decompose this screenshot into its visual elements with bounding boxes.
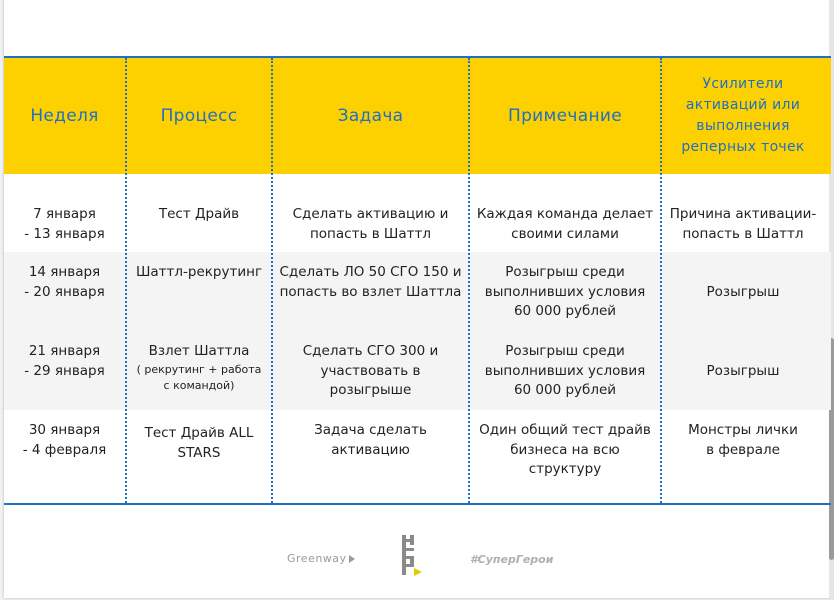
cell-task: Задача сделать активацию xyxy=(314,422,427,458)
triangle-icon xyxy=(349,555,355,563)
cell-note: Каждая команда делает своими силами xyxy=(476,206,654,242)
header-week: Неделя xyxy=(30,106,99,126)
heroes-logo xyxy=(400,534,422,576)
cell-booster: Монстры лички в феврале xyxy=(688,422,798,458)
header-process: Процесс xyxy=(160,106,238,126)
cell-booster: Розыгрыш xyxy=(706,363,780,379)
cell-week: 7 января - 13 января xyxy=(24,206,105,242)
cell-task: Сделать ЛО 50 СГО 150 и попасть во взлет Шаттла xyxy=(279,264,462,300)
cell-booster: Причина активации- попасть в Шаттл xyxy=(669,206,817,242)
cell-task: Сделать активацию и попасть в Шаттл xyxy=(292,206,449,242)
cell-week: 30 января - 4 февраля xyxy=(22,422,107,458)
cell-process: Тест Драйв ALL STARS xyxy=(144,425,254,461)
cell-note: Розыгрыш среди выполнивших условия 60 000 рублей xyxy=(484,343,646,398)
cell-week: 21 января - 29 января xyxy=(24,343,105,379)
greenway-logo: Greenway xyxy=(287,552,355,565)
cell-process: Взлет Шаттла ( рекрутинг + работа с командой) xyxy=(136,343,262,392)
header-note: Примечание xyxy=(508,106,622,126)
cell-booster: Розыгрыш xyxy=(706,284,780,300)
cell-task: Сделать СГО 300 и участвовать в розыгрыше xyxy=(302,343,439,398)
cell-process: Шаттл-рекрутинг xyxy=(135,264,263,280)
cell-note: Розыгрыш среди выполнивших условия 60 000 рублей xyxy=(484,264,646,319)
cell-note: Один общий тест драйв бизнеса на всю структуру xyxy=(479,422,651,477)
header-boosters: Усилители активаций или выполнения реперных точек xyxy=(681,76,805,155)
table-bottom-border xyxy=(4,503,831,505)
cell-process: Тест Драйв xyxy=(158,206,240,222)
footer-logos xyxy=(0,530,834,590)
hashtag-logo: #СуперГерои xyxy=(470,553,554,566)
header-task: Задача xyxy=(337,106,404,126)
cell-week: 14 января - 20 января xyxy=(24,264,105,300)
